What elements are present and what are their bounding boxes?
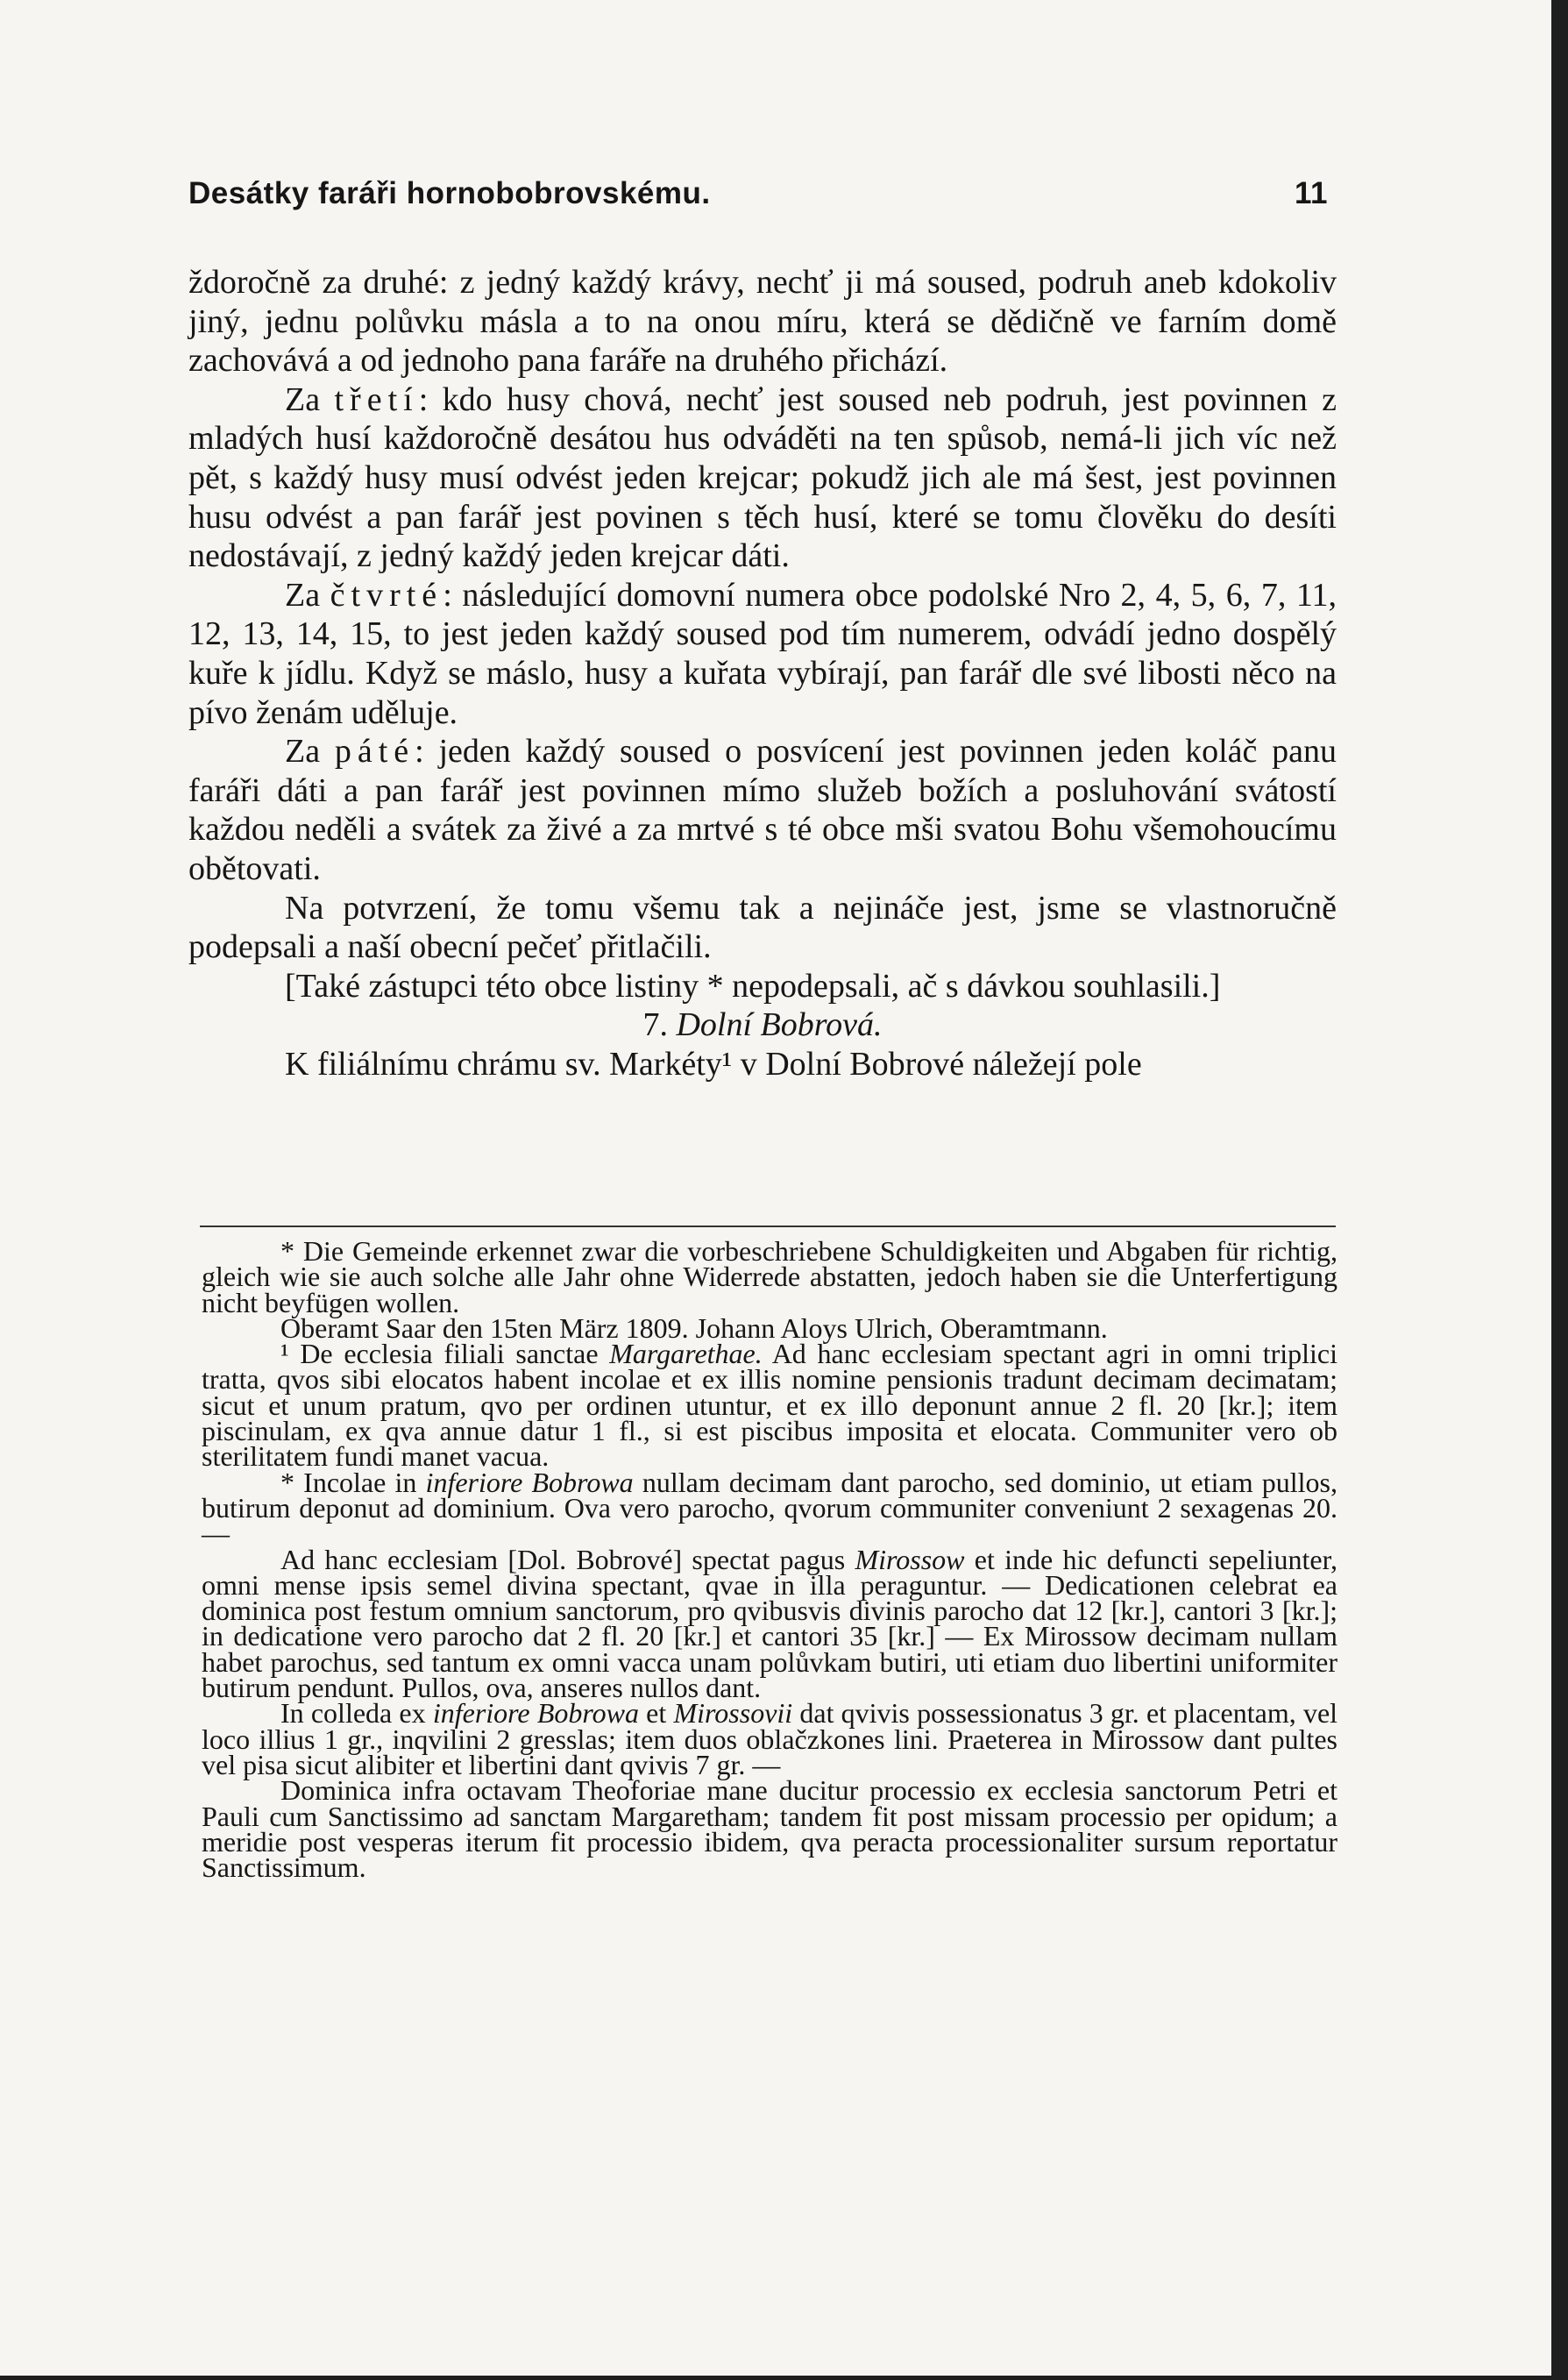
running-header: [188, 172, 1328, 216]
note-italic: Mirossow: [855, 1543, 965, 1575]
note-italic: inferiore Bobrowa: [432, 1697, 639, 1730]
page-number: 11: [1295, 176, 1328, 210]
footnote-latin-3: [202, 1543, 1338, 1704]
footnotes: [202, 1235, 1338, 1884]
paragraph-text: : kdo husy chová, nechť jest soused neb podruh, jest povinnen z mladých husí každoročně desátou hus odváděti na ten spůsob, nemá-li jich víc než pět, s každý husy musí odvést jeden krejcar; pokudž jich ale má šest, jest povinnen husu odvést a pan farář jest povinen s těch husí, které se tomu člověku do desíti nedostávají, z jedný každý jeden krejcar dáti.: [188, 380, 1337, 575]
note-italic: Margarethae.: [609, 1338, 763, 1370]
spaced-word: čtvrté: [330, 576, 443, 614]
lead-word: Za: [285, 380, 321, 418]
note-text: * Incolae in: [280, 1466, 426, 1498]
note-text: et: [638, 1697, 674, 1730]
paragraph-continuation: ždoročně za druhé: z jedný každý krávy, nechť ji má soused, podruh aneb kdokoliv jiný, jednu polůvku másla a to na onou míru, která se dědičně ve farním domě zachovává a od jednoho pana faráře na druhého přichází.: [188, 264, 1337, 380]
note-text: In colleda ex: [280, 1697, 433, 1730]
note-text: ¹ De ecclesia filiali sanctae: [280, 1338, 610, 1370]
note-italic: inferiore Bobrowa: [425, 1466, 634, 1498]
note-text: nullam decimam dant parocho, sed dominio, ut etiam pullos, butirum deponut ad dominium. Ova vero parocho, qvorum communiter conveniunt 2 sexagenas 20. —: [202, 1466, 1338, 1550]
note-text: Ad hanc ecclesiam [Dol. Bobrové] spectat pagus: [280, 1543, 855, 1575]
spaced-word: páté: [334, 733, 415, 771]
paragraph-section-start: K filiálnímu chrámu sv. Markéty¹ v Dolní Bobrové náležejí pole: [285, 1045, 1142, 1083]
footnote-latin-2: [202, 1466, 1338, 1550]
section-heading: [188, 1005, 1337, 1045]
paragraph-third: [188, 380, 1337, 576]
footnote-german: * Die Gemeinde erkennet zwar die vorbeschriebene Schuldigkeiten und Abgaben für richtig, gleich wie sie auch solche alle Jahr ohne Widerrede abstatten, jedoch haben sie die Unterfertigung nicht beyfügen wollen.: [202, 1235, 1337, 1318]
paragraph-fourth: [188, 576, 1337, 732]
paragraph-text: : jeden každý soused o posvícení jest povinnen jeden koláč panu faráři dáti a pan farář jest povinnen mímo služeb božích a posluhování svátostí každou neděli a svátek za živé a za mrtvé s té obce mši svatou Bohu všemohoucímu obětovati.: [188, 733, 1337, 887]
note-text: dat qvivis possessionatus 3 gr. et placentam, vel loco illius 1 gr., inqvilini 2 gresslas; item duos oblačzkones lini. Praeterea in Mirossow dant pultes vel pisa sicut alibiter et libertini dant qvivis 7 gr. —: [202, 1697, 1338, 1780]
footnote-signature: Oberamt Saar den 15ten März 1809. Johann Aloys Ulrich, Oberamtmann.: [280, 1311, 1108, 1344]
footnote-divider: [200, 1226, 1336, 1227]
footnote-latin-5: Dominica infra octavam Theoforiae mane ducitur processio ex ecclesia sanctorum Petri et Pauli cum Sanctissimo ad sanctam Margaretham; tandem fit post missam processio per opidum; a meridie post vesperas iterum fit processio ibidem, qva peracta processionaliter sursum reportatur Sanctissimum.: [202, 1774, 1337, 1884]
header-title: Desátky faráři hornobobrovskému.: [188, 176, 711, 210]
lead-word: Za: [285, 733, 321, 771]
footnote-latin-4: [202, 1697, 1338, 1780]
note-italic: Mirossovii: [673, 1697, 793, 1730]
paragraph-fifth: [188, 732, 1337, 888]
paragraph-confirmation: Na potvrzení, že tomu všemu tak a nejináče jest, jsme se vlastnoručně podepsali a naší obecní pečeť přitlačili.: [188, 889, 1337, 966]
paragraph-text: : následující domovní numera obce podolské Nro 2, 4, 5, 6, 7, 11, 12, 13, 14, 15, to jest jeden každý soused pod tím numerem, odvádí jedno dospělý kuře k jídlu. Když se máslo, husy a kuřata vybírají, pan farář dle své libosti něco na pívo ženám uděluje.: [188, 576, 1337, 731]
note-text: et inde hic defuncti sepeliunter, omni mense ipsis semel divina spectant, qvae in illa peraguntur. — Dedicationen celebrat ea dominica post festum omnium sanctorum, pro qvibusvis divinis parocho dat 12 [kr.], cantori 3 [kr.]; in dedicatione vero parocho dat 2 fl. 20 [kr.] et cantori 35 [kr.] — Ex Mirossow decimam nullam habet parochus, sed tantum ex omni vacca unam polůvkam butiri, uti etiam duo libertini uniformiter butirum pendunt. Pullos, ova, anseres nullos dant.: [202, 1543, 1338, 1704]
lead-word: Za: [285, 576, 321, 614]
paragraph-bracket-note: [Také zástupci této obce listiny * nepodepsali, ač s dávkou souhlasili.]: [285, 967, 1221, 1005]
section-number: 7.: [642, 1006, 668, 1044]
main-text: [188, 263, 1337, 1083]
section-title: Dolní Bobrová.: [676, 1006, 883, 1044]
note-text: Ad hanc ecclesiam spectant agri in omni triplici tratta, qvos sibi elocatos habent incolae et ex illis nomine pensionis tradunt decimam decimatam; sicut et unum pratum, qvo per ordinen utuntur, et ex illo deponunt annue 2 fl. 20 [kr.]; item piscinulam, ex qva annue datur 1 fl., si est piscibus imposita et elocata. Communiter vero ob sterilitatem fundi manet vacua.: [202, 1338, 1338, 1473]
footnote-latin-1: [202, 1338, 1338, 1473]
spaced-word: třetí: [334, 380, 419, 418]
